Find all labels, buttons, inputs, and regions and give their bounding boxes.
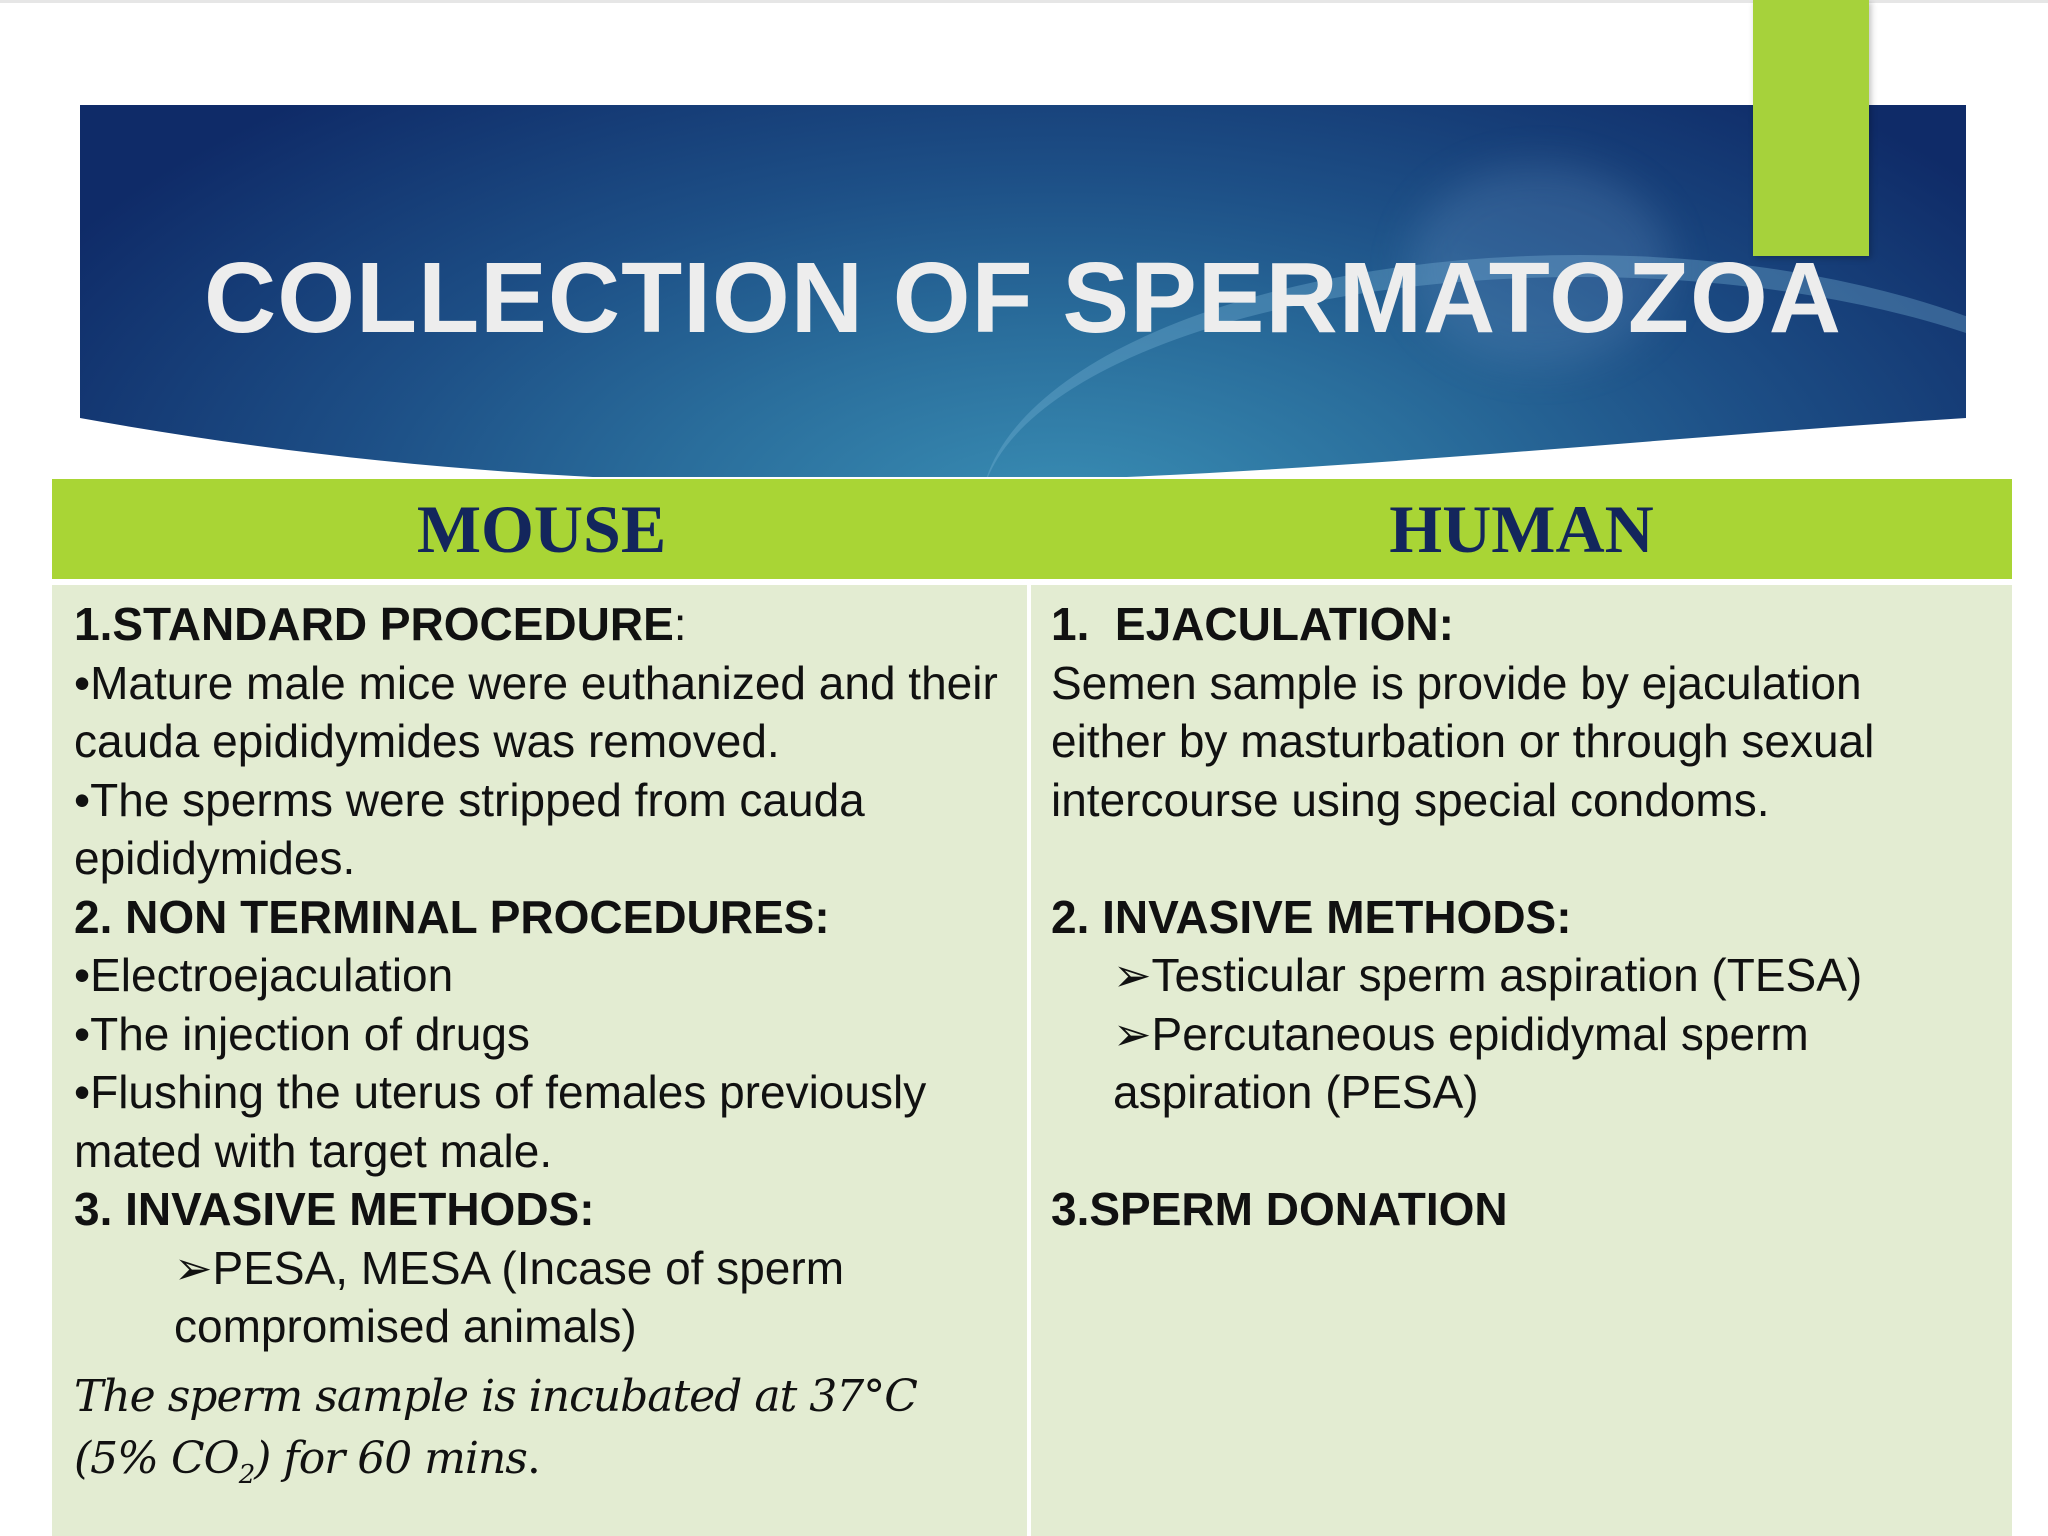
incubation-note: The sperm sample is incubated at 37°C (5% $CO_2$) for 60 mins. [74, 1370, 917, 1490]
list-item: •Flushing the uterus of females previously mated with target male. [74, 1066, 927, 1177]
top-divider-line [0, 0, 2048, 3]
mouse-section-2-heading: 2. NON TERMINAL PROCEDURES: [74, 890, 830, 943]
list-item: ➢PESA, MESA (Incase of sperm compromised animals) [174, 1241, 845, 1352]
mouse-section-1-heading: 1.STANDARD PROCEDURE: [74, 598, 687, 650]
human-section-1-text: Semen sample is provide by ejaculation either by masturbation or through sexual intercourse using special condoms. [1051, 656, 1875, 826]
list-item: ➢Percutaneous epididymal sperm aspiration (PESA) [1113, 1007, 1809, 1118]
human-section-1-heading: 1. EJACULATION: [1051, 598, 1454, 650]
human-section-3-heading: 3.SPERM DONATION [1051, 1183, 1508, 1235]
list-item: •The sperms were stripped from cauda epididymides. [74, 773, 865, 884]
header-mouse: MOUSE [52, 479, 1031, 585]
mouse-section-3-heading: 3. INVASIVE METHODS: [74, 1183, 595, 1235]
slide-title: COLLECTION OF SPERMATOZOA [204, 242, 1842, 354]
human-cell [1031, 585, 2012, 1536]
comparison-table [52, 479, 2012, 1536]
green-accent-bar [1753, 0, 1869, 256]
mouse-cell [52, 585, 1031, 1536]
list-item: •Mature male mice were euthanized and their cauda epididymides was removed. [74, 656, 998, 767]
header-human: HUMAN [1031, 479, 2012, 585]
list-item: •Electroejaculation [74, 949, 454, 1001]
human-section-2-heading: 2. INVASIVE METHODS: [1051, 890, 1572, 943]
list-item: ➢Testicular sperm aspiration (TESA) [1113, 949, 1863, 1001]
list-item: •The injection of drugs [74, 1007, 530, 1060]
